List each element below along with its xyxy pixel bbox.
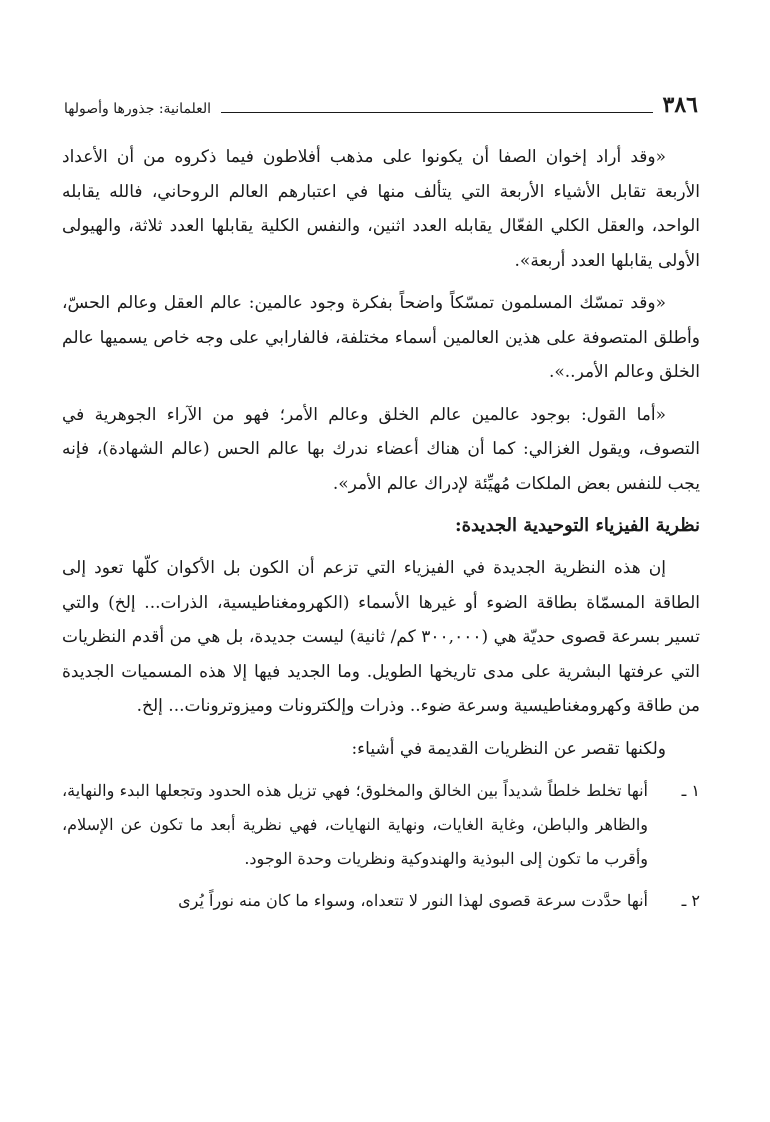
quote-paragraph: «وقد أراد إخوان الصفا أن يكونوا على مذهب أفلاطون فيما ذكروه من أن الأعداد الأربعة تقابل الأشياء الأربعة التي يتألف منها في اعتبارهم العالم الروحاني، فالله يقابله الواحد، والعقل الكلي الفعّال يقابله العدد اثنين، والنفس الكلية يقابلها العدد ثلاثة، والهيولى الأولى يقابلها العدد أربعة». bbox=[62, 147, 700, 271]
page-number: ٣٨٦ bbox=[662, 92, 698, 118]
list-item-text: أنها حدَّدت سرعة قصوى لهذا النور لا تتعداه، وسواء ما كان منه نوراً يُرى bbox=[178, 891, 648, 910]
section-heading: نظرية الفيزياء التوحيدية الجديدة: bbox=[454, 515, 700, 536]
list-item bbox=[62, 884, 700, 918]
page-header bbox=[64, 86, 698, 116]
header-rule bbox=[221, 112, 652, 113]
running-title: العلمانية: جذورها وأصولها bbox=[64, 101, 212, 117]
page-body bbox=[62, 140, 700, 926]
list-item-text: أنها تخلط خلطاً شديداً بين الخالق والمخلوق؛ فهي تزيل هذه الحدود وتجعلها البدء والنهاية، والظاهر والباطن، وغاية الغايات، ونهاية النهايات، فهي نظرية أبعد ما تكون عن الإسلام، وأقرب ما تكون إلى البوذية والهندوكية ونظريات وحدة الوجود. bbox=[62, 781, 649, 868]
list-marker: ١ ـ bbox=[681, 781, 700, 800]
list-item bbox=[62, 774, 700, 876]
quote-paragraph: «وقد تمسّك المسلمون تمسّكاً واضحاً بفكرة وجود عالمين: عالم العقل وعالم الحسّ، وأطلق المتصوفة على هذين العالمين أسماء مختلفة، فالفارابي على وجه خاص يسميها عالم الخلق وعالم الأمر..». bbox=[62, 293, 700, 382]
quote-paragraph: «أما القول: بوجود عالمين عالم الخلق وعالم الأمر؛ فهو من الآراء الجوهرية في التصوف، ويقول الغزالي: كما أن هناك أعضاء ندرك بها عالم الحس (عالم الشهادة)، فإنه يجب للنفس بعض الملكات مُهيِّئة لإدراك عالم الأمر». bbox=[62, 404, 700, 494]
list-marker: ٢ ـ bbox=[681, 891, 700, 910]
body-paragraph: إن هذه النظرية الجديدة في الفيزياء التي تزعم أن الكون بل الأكوان كلّها تعود إلى الطاقة المسمّاة بطاقة الضوء أو غيرها الأسماء (الكهرومغناطيسية، الذرات... إلخ) والتي تسير بسرعة قصوى حديّة هي (٣٠٠,٠٠٠ كم/ ثانية) ليست جديدة، بل هي من أقدم النظريات التي عرفتها البشرية على مدى تاريخها الطويل. وما الجديد فيها إلا هذه المسميات الجديدة من طاقة وكهرومغناطيسية وسرعة ضوء.. وذرات وإلكترونات وميزوترونات... إلخ. bbox=[62, 558, 700, 716]
lead-in-paragraph: ولكنها تقصر عن النظريات القديمة في أشياء: bbox=[351, 738, 666, 759]
